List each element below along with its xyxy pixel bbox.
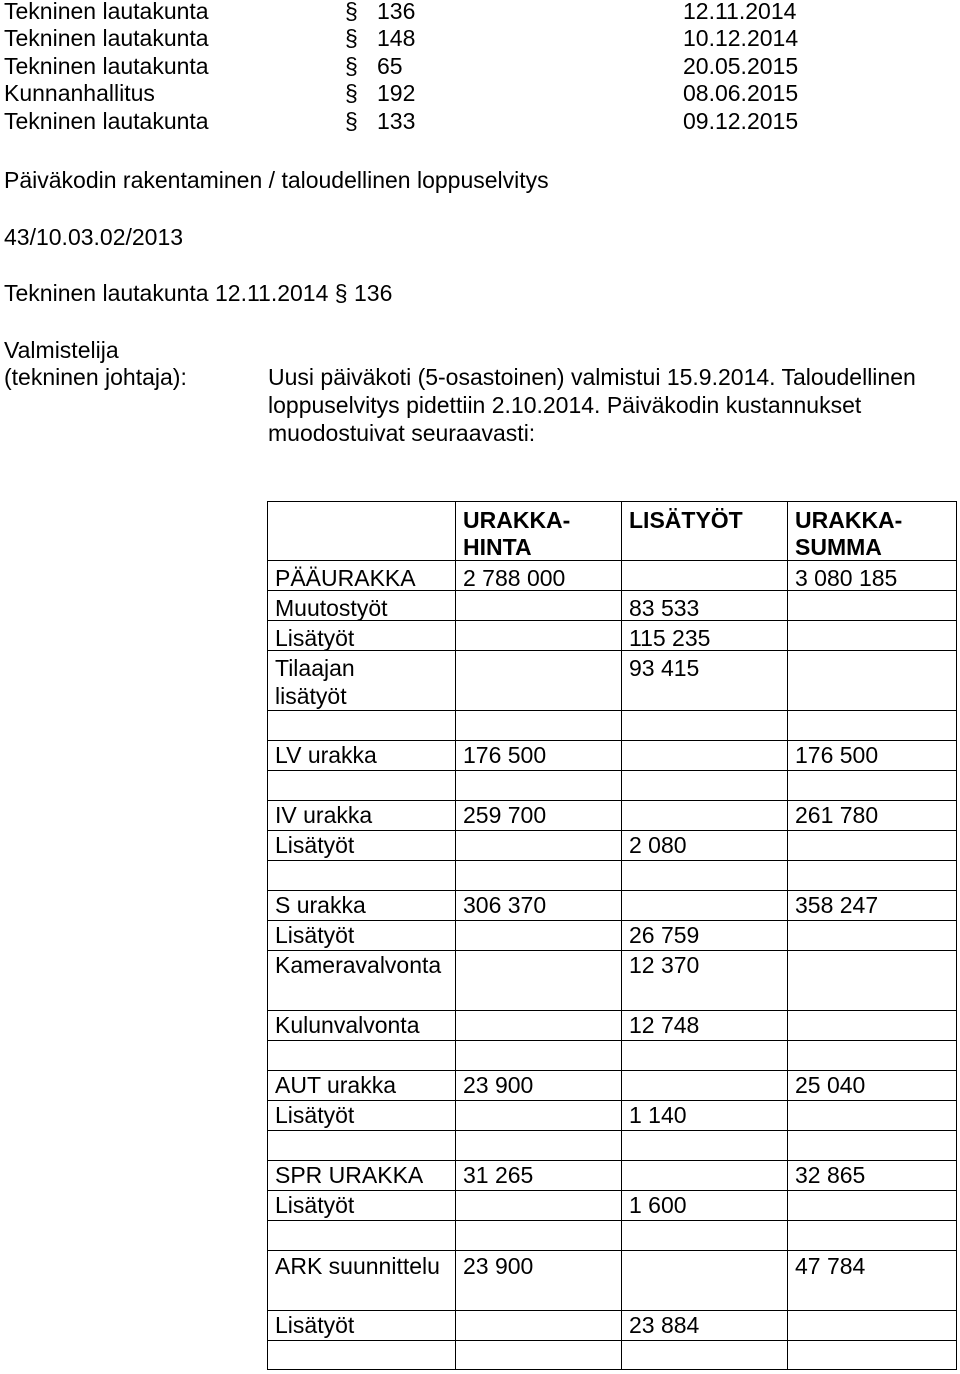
- row-price: 31 265: [463, 1162, 534, 1188]
- row-label: IV urakka: [275, 802, 373, 828]
- history-number: 65: [377, 53, 403, 79]
- header-contract-price-line-1: URAKKA-: [463, 507, 571, 533]
- document-title: Päiväkodin rakentaminen / taloudellinen loppuselvitys: [4, 167, 549, 193]
- row-label: Lisätyöt: [275, 1102, 355, 1128]
- row-label: Lisätyöt: [275, 832, 355, 858]
- meeting-text: Tekninen lautakunta 12.11.2014: [4, 280, 329, 306]
- section-sign: §: [345, 0, 358, 24]
- row-separator: [267, 650, 957, 651]
- row-separator: [267, 770, 957, 771]
- row-separator: [267, 860, 957, 861]
- history-number: 148: [377, 25, 416, 51]
- reference-number: 43/10.03.02/2013: [4, 224, 184, 250]
- row-price: 2 788 000: [463, 565, 566, 591]
- history-body: Tekninen lautakunta: [4, 25, 209, 51]
- section-sign: §: [345, 25, 358, 51]
- column-separator: [787, 501, 788, 1370]
- row-separator: [267, 1100, 957, 1101]
- row-label: Tilaajan lisätyöt: [275, 655, 355, 709]
- row-additional: 2 080: [629, 832, 687, 858]
- cost-table: [267, 501, 957, 1370]
- header-additional-work: LISÄTYÖT: [629, 507, 743, 533]
- row-separator: [267, 1040, 957, 1041]
- history-body: Kunnanhallitus: [4, 80, 155, 106]
- preparer-label: Valmistelija: [4, 337, 119, 363]
- section-sign: §: [345, 53, 358, 79]
- history-body: Tekninen lautakunta: [4, 108, 209, 134]
- row-sum: 261 780: [795, 802, 879, 828]
- body-text-line-1: Uusi päiväkoti (5-osastoinen) valmistui 15.9.2014. Taloudellinen: [268, 364, 916, 390]
- history-number: 136: [377, 0, 416, 24]
- row-separator: [267, 1340, 957, 1341]
- section-sign: §: [334, 280, 348, 306]
- row-additional: 1 600: [629, 1192, 687, 1218]
- body-text-line-3: muodostuivat seuraavasti:: [268, 420, 536, 446]
- row-price: 23 900: [463, 1072, 534, 1098]
- section-sign: §: [345, 108, 358, 134]
- history-date: 20.05.2015: [683, 53, 799, 79]
- row-label: Lisätyöt: [275, 922, 355, 948]
- row-sum: 25 040: [795, 1072, 866, 1098]
- table-border-bottom: [267, 1369, 957, 1370]
- table-border-right: [956, 501, 957, 1370]
- column-separator: [621, 501, 622, 1370]
- row-label: PÄÄURAKKA: [275, 565, 416, 591]
- row-price: 176 500: [463, 742, 547, 768]
- history-date: 08.06.2015: [683, 80, 799, 106]
- table-border-top: [267, 501, 957, 502]
- history-date: 12.11.2014: [683, 0, 797, 24]
- row-separator: [267, 920, 957, 921]
- row-separator: [267, 1250, 957, 1251]
- history-date: 09.12.2015: [683, 108, 799, 134]
- preparer-role: (tekninen johtaja):: [4, 364, 187, 390]
- row-additional: 83 533: [629, 595, 700, 621]
- row-sum: 3 080 185: [795, 565, 898, 591]
- row-price: 259 700: [463, 802, 547, 828]
- header-contract-sum-line-1: URAKKA-: [795, 507, 903, 533]
- row-additional: 23 884: [629, 1312, 700, 1338]
- history-body: Tekninen lautakunta: [4, 53, 209, 79]
- row-label: Kulunvalvonta: [275, 1012, 420, 1038]
- row-label: Kameravalvonta: [275, 952, 442, 978]
- header-contract-price-line-2: HINTA: [463, 534, 532, 560]
- row-sum: 32 865: [795, 1162, 866, 1188]
- row-label: Muutostyöt: [275, 595, 388, 621]
- history-number: 133: [377, 108, 416, 134]
- row-additional: 12 748: [629, 1012, 700, 1038]
- row-price: 23 900: [463, 1253, 534, 1279]
- row-separator: [267, 1310, 957, 1311]
- row-separator: [267, 1130, 957, 1131]
- row-label: ARK suunnittelu: [275, 1253, 440, 1279]
- history-date: 10.12.2014: [683, 25, 799, 51]
- row-additional: 115 235: [629, 625, 711, 651]
- row-separator: [267, 1220, 957, 1221]
- history-body: Tekninen lautakunta: [4, 0, 209, 24]
- row-additional: 1 140: [629, 1102, 687, 1128]
- history-number: 192: [377, 80, 416, 106]
- row-sum: 176 500: [795, 742, 879, 768]
- row-label: LV urakka: [275, 742, 377, 768]
- table-border-left: [267, 501, 268, 1370]
- body-text-line-2: loppuselvitys pidettiin 2.10.2014. Päiväkodin kustannukset: [268, 392, 862, 418]
- row-separator: [267, 1190, 957, 1191]
- row-separator: [267, 830, 957, 831]
- row-label: AUT urakka: [275, 1072, 397, 1098]
- row-sum: 47 784: [795, 1253, 866, 1279]
- row-label: SPR URAKKA: [275, 1162, 424, 1188]
- row-label: Lisätyöt: [275, 1312, 355, 1338]
- row-separator: [267, 710, 957, 711]
- row-label: Lisätyöt: [275, 1192, 355, 1218]
- row-additional: 93 415: [629, 655, 700, 681]
- row-label: S urakka: [275, 892, 366, 918]
- row-label: Lisätyöt: [275, 625, 355, 651]
- meeting-line: [4, 279, 392, 307]
- row-price: 306 370: [463, 892, 547, 918]
- row-additional: 12 370: [629, 952, 700, 978]
- header-contract-sum-line-2: SUMMA: [795, 534, 882, 560]
- section-sign: §: [345, 80, 358, 106]
- row-additional: 26 759: [629, 922, 700, 948]
- column-separator: [455, 501, 456, 1370]
- meeting-number: 136: [353, 280, 393, 306]
- row-sum: 358 247: [795, 892, 879, 918]
